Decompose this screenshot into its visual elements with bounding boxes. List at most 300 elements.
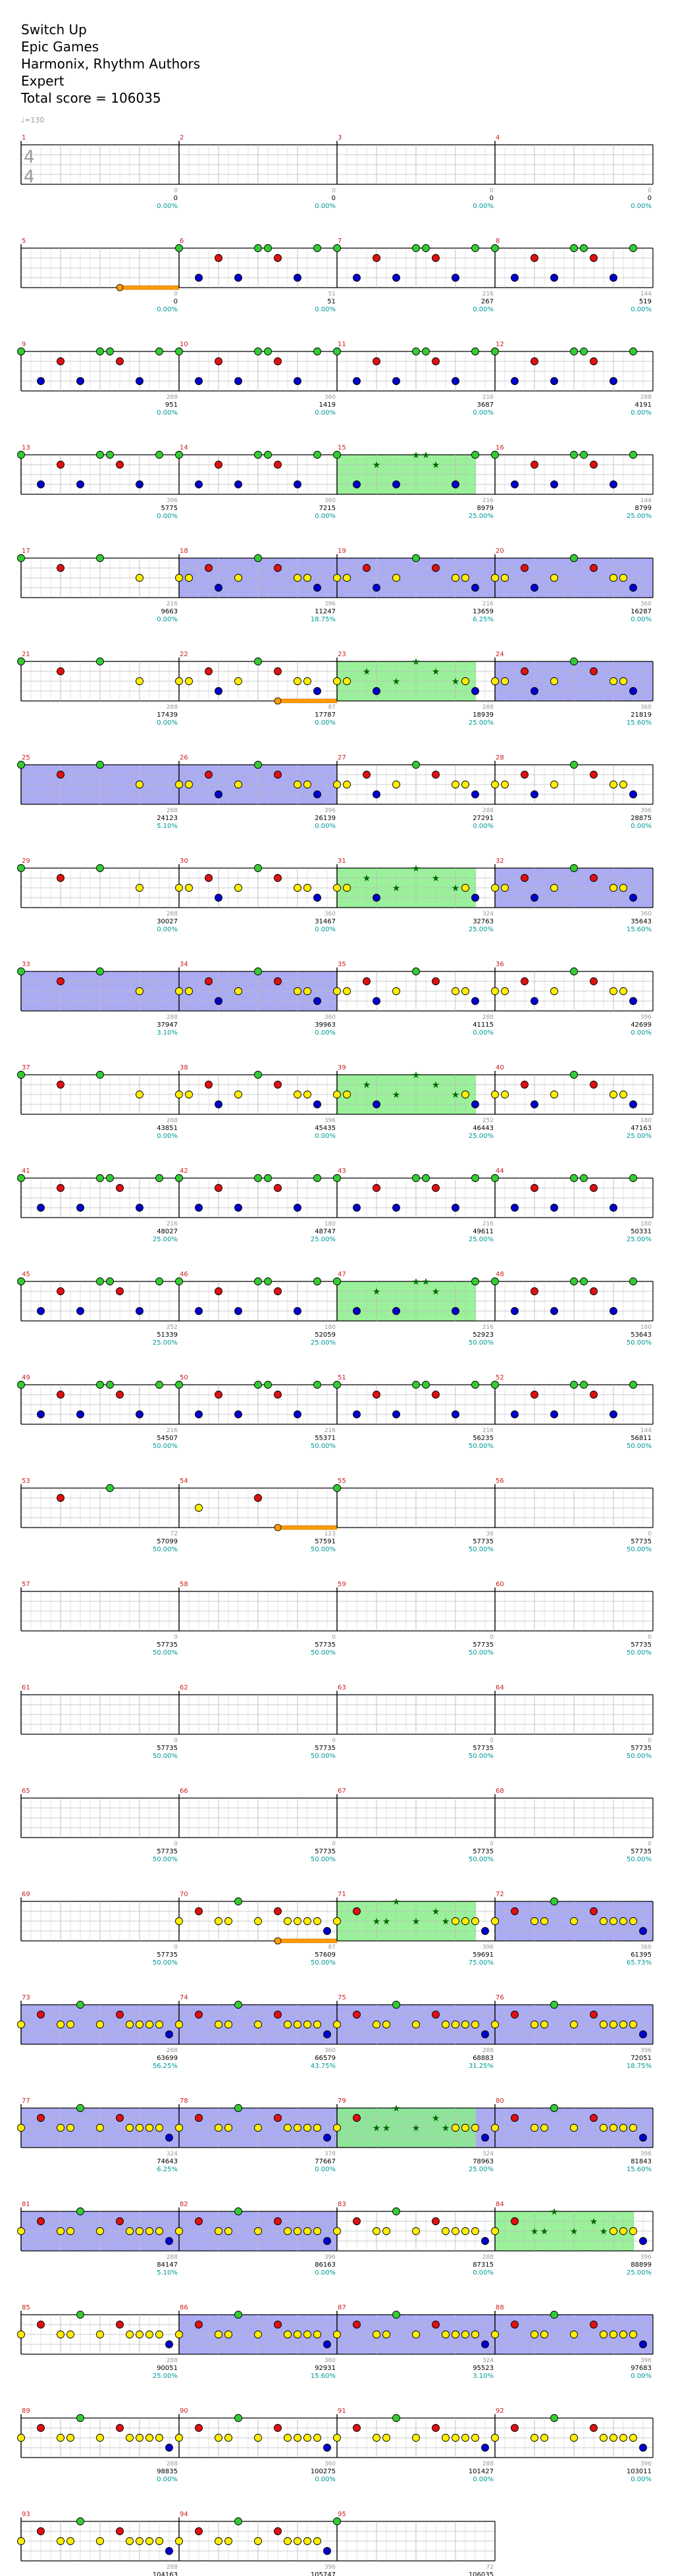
note-g	[77, 2311, 84, 2319]
note-y	[452, 2125, 459, 2132]
note-r	[57, 461, 65, 469]
measure-number: 42	[180, 1168, 188, 1175]
note-y	[255, 2331, 262, 2338]
note-g	[571, 555, 578, 562]
measure-score: 5775	[161, 505, 178, 512]
note-b	[294, 1308, 301, 1315]
note-b	[77, 378, 84, 385]
note-b	[373, 894, 380, 902]
note-b	[38, 1308, 45, 1315]
measure-percent: 0.00%	[315, 2269, 336, 2277]
note-y	[620, 988, 627, 995]
note-g	[176, 1175, 183, 1182]
measure-percent: 25.00%	[468, 926, 494, 933]
note-g	[235, 1898, 242, 1905]
measure-score: 63699	[157, 2055, 178, 2062]
measure-score: 74643	[157, 2158, 178, 2165]
measure-percent: 0.00%	[157, 1133, 178, 1140]
measure-subscore: 360	[324, 2357, 336, 2364]
note-y	[452, 781, 459, 788]
note-y	[502, 885, 509, 892]
measure-number: 92	[496, 2408, 504, 2415]
measure-score: 103011	[626, 2468, 652, 2475]
measure-score: 47163	[631, 1125, 652, 1132]
measure-number: 95	[338, 2511, 346, 2518]
note-r	[205, 668, 213, 675]
note-g	[472, 1381, 479, 1389]
measure-score: 28875	[631, 815, 652, 822]
note-r	[215, 461, 222, 469]
note-r	[117, 1288, 124, 1295]
note-y	[156, 2228, 163, 2235]
note-b	[195, 481, 203, 488]
note-y	[294, 2538, 301, 2545]
note-y	[136, 2434, 143, 2442]
note-y	[630, 2228, 637, 2235]
measure-number: 5	[22, 238, 26, 245]
note-r	[432, 2425, 440, 2432]
measure-score: 101427	[468, 2468, 494, 2475]
measure-subscore: 288	[482, 2254, 494, 2261]
measure-subscore: 360	[640, 1944, 652, 1951]
measure-subscore: 396	[324, 2564, 336, 2571]
measure-subscore: 288	[166, 1118, 178, 1124]
measure-percent: 50.00%	[310, 1856, 336, 1863]
overdrive-star-note: ★	[431, 460, 440, 471]
measure-score: 3687	[477, 401, 494, 409]
note-y	[215, 2021, 222, 2028]
measure-subscore: 396	[640, 2461, 652, 2467]
measure-score: 57609	[315, 1951, 336, 1959]
note-r	[274, 2218, 282, 2225]
note-y	[126, 2125, 134, 2132]
note-b	[314, 1101, 321, 1108]
note-g	[97, 658, 104, 665]
measure-percent: 50.00%	[468, 1856, 494, 1863]
measure-number: 48	[496, 1271, 504, 1278]
note-g	[492, 245, 499, 252]
note-y	[472, 2021, 479, 2028]
note-r	[195, 1908, 203, 1915]
note-y	[610, 885, 617, 892]
note-b	[235, 1411, 242, 1418]
measure-score: 87315	[473, 2261, 494, 2269]
measure-subscore: 72	[170, 1531, 178, 1537]
measure-percent: 56.25%	[152, 2063, 178, 2070]
note-r	[432, 2218, 440, 2225]
note-y	[18, 2538, 25, 2545]
measure-number: 33	[22, 961, 30, 968]
note-y	[136, 781, 143, 788]
note-y	[472, 1918, 479, 1925]
measure-score: 48747	[315, 1228, 336, 1235]
measure-score: 106035	[468, 2571, 494, 2576]
note-r	[205, 978, 213, 985]
measure-number: 25	[22, 754, 30, 761]
note-y	[502, 988, 509, 995]
note-y	[176, 2228, 183, 2235]
measure-number: 22	[180, 651, 188, 658]
note-r	[432, 1185, 440, 1192]
note-g	[255, 968, 262, 975]
note-r	[511, 2011, 519, 2019]
measure-score: 57735	[157, 1641, 178, 1649]
note-y	[344, 1091, 351, 1098]
note-g	[630, 451, 637, 459]
note-g	[334, 1485, 341, 1492]
measure-number: 8	[496, 238, 500, 245]
note-r	[117, 461, 124, 469]
measure-number: 36	[496, 961, 504, 968]
note-y	[571, 1918, 578, 1925]
measure-subscore: 180	[324, 1324, 336, 1331]
note-b	[640, 2134, 647, 2142]
note-r	[432, 2011, 440, 2019]
measure-number: 69	[22, 1891, 30, 1898]
note-r	[274, 1908, 282, 1915]
note-b	[136, 1308, 143, 1315]
note-y	[502, 678, 509, 685]
note-b	[482, 1928, 489, 1935]
measure-percent: 0.00%	[315, 719, 336, 727]
note-g	[235, 2518, 242, 2525]
note-r	[57, 1288, 65, 1295]
note-y	[126, 2331, 134, 2338]
measure-subscore: 396	[166, 498, 178, 504]
note-y	[255, 2125, 262, 2132]
note-r	[117, 1185, 124, 1192]
measure-percent: 0.00%	[631, 616, 652, 623]
note-b	[640, 1928, 647, 1935]
note-r	[590, 1288, 598, 1295]
measure-subscore: 216	[166, 1428, 178, 1434]
measure-subscore: 288	[166, 1014, 178, 1021]
note-y	[294, 1918, 301, 1925]
note-y	[225, 2538, 232, 2545]
time-signature-top: 4	[24, 147, 35, 167]
note-r	[38, 2011, 45, 2019]
note-y	[136, 2021, 143, 2028]
overdrive-star-note: ★	[411, 863, 421, 874]
note-b	[294, 1411, 301, 1418]
note-b	[166, 2548, 173, 2555]
note-y	[67, 2125, 74, 2132]
note-g	[97, 761, 104, 769]
note-y	[452, 2331, 459, 2338]
measure-percent: 15.60%	[626, 2166, 652, 2173]
measure-percent: 0.00%	[631, 203, 652, 210]
note-y	[492, 988, 499, 995]
measure-subscore: 0	[648, 1738, 652, 1744]
note-y	[462, 885, 469, 892]
note-y	[255, 1918, 262, 1925]
note-y	[462, 2331, 469, 2338]
note-y	[304, 678, 311, 685]
measure-number: 16	[496, 444, 504, 451]
measure-number: 49	[22, 1374, 30, 1381]
measure-number: 65	[22, 1788, 30, 1795]
measure-percent: 0.00%	[157, 719, 178, 727]
note-r	[38, 2321, 45, 2329]
measure-percent: 15.60%	[626, 926, 652, 933]
note-y	[225, 2228, 232, 2235]
measure-subscore: 0	[174, 1738, 178, 1744]
measure-score: 519	[638, 298, 652, 305]
note-g	[156, 451, 163, 459]
total-score: Total score = 106035	[21, 90, 161, 106]
measure-score: 21819	[631, 711, 652, 719]
note-b	[531, 998, 538, 1005]
note-y	[235, 1091, 242, 1098]
measure-score: 100275	[310, 2468, 336, 2475]
note-g	[18, 1071, 25, 1079]
note-g	[255, 1175, 262, 1182]
note-r	[353, 2218, 361, 2225]
measure-number: 40	[496, 1064, 504, 1071]
note-y	[304, 1091, 311, 1098]
measure-percent: 15.60%	[310, 2373, 336, 2380]
measure-score: 48027	[157, 1228, 178, 1235]
note-y	[620, 1918, 627, 1925]
note-y	[620, 575, 627, 582]
measure-percent: 0.00%	[473, 823, 494, 830]
note-b	[353, 274, 361, 282]
note-g	[314, 1278, 321, 1285]
measure-score: 57735	[631, 1745, 652, 1752]
note-r	[353, 2321, 361, 2329]
note-y	[610, 678, 617, 685]
note-y	[452, 1918, 459, 1925]
overdrive-star-note: ★	[431, 873, 440, 884]
note-r	[432, 565, 440, 572]
note-y	[18, 2434, 25, 2442]
note-r	[511, 2115, 519, 2122]
note-r	[590, 668, 598, 675]
measure-number: 38	[180, 1064, 188, 1071]
note-y	[18, 2125, 25, 2132]
overdrive-star-note: ★	[431, 1287, 440, 1297]
measure-percent: 50.00%	[468, 1649, 494, 1657]
measure-score: 59691	[473, 1951, 494, 1959]
note-b	[77, 1308, 84, 1315]
note-r	[117, 2321, 124, 2329]
note-g	[581, 1381, 588, 1389]
measure-number: 85	[22, 2304, 30, 2311]
note-g	[551, 2311, 558, 2319]
note-y	[610, 781, 617, 788]
note-g	[255, 1071, 262, 1079]
note-y	[67, 2434, 74, 2442]
note-y	[610, 2125, 617, 2132]
measure-subscore: 288	[166, 2357, 178, 2364]
measure-number: 1	[22, 134, 26, 142]
measure-percent: 50.00%	[152, 1443, 178, 1450]
note-b	[235, 1204, 242, 1212]
measure-score: 9663	[161, 608, 178, 615]
note-y	[531, 2125, 538, 2132]
measure-percent: 50.00%	[468, 1753, 494, 1760]
note-r	[521, 668, 529, 675]
overdrive-star-note: ★	[392, 883, 401, 894]
note-y	[413, 2331, 420, 2338]
note-b	[511, 1204, 519, 1212]
note-y	[620, 2228, 627, 2235]
measure-percent: 0.00%	[315, 2166, 336, 2173]
measure-number: 34	[180, 961, 188, 968]
note-y	[373, 2434, 380, 2442]
measure-percent: 31.25%	[468, 2063, 494, 2070]
measure-subscore: 216	[482, 394, 494, 401]
note-g	[571, 451, 578, 459]
note-b	[38, 1411, 45, 1418]
measure-number: 71	[338, 1891, 346, 1898]
note-g	[571, 1071, 578, 1079]
note-g	[18, 451, 25, 459]
measure-percent: 25.00%	[468, 2166, 494, 2173]
note-y	[393, 781, 400, 788]
note-y	[630, 2434, 637, 2442]
note-g	[97, 1071, 104, 1079]
tempo-marking: ♩=130	[21, 116, 45, 124]
measure-subscore: 360	[324, 2461, 336, 2467]
note-b	[353, 481, 361, 488]
note-y	[304, 885, 311, 892]
note-b	[531, 894, 538, 902]
measure-percent: 0.00%	[157, 926, 178, 933]
measure-subscore: 396	[324, 2254, 336, 2261]
note-r	[521, 978, 529, 985]
measure-score: 7215	[319, 505, 336, 512]
note-g	[97, 968, 104, 975]
note-b	[630, 894, 637, 902]
note-b	[531, 688, 538, 695]
measure-subscore: 396	[640, 2048, 652, 2054]
note-y	[551, 885, 558, 892]
note-y	[334, 678, 341, 685]
note-r	[38, 2115, 45, 2122]
note-y	[620, 885, 627, 892]
note-r	[373, 1185, 380, 1192]
measure-number: 87	[338, 2304, 346, 2311]
note-g	[551, 2001, 558, 2009]
note-y	[176, 678, 183, 685]
note-y	[67, 2538, 74, 2545]
measure-number: 79	[338, 2098, 346, 2105]
measure-number: 32	[496, 858, 504, 865]
measure-subscore: 0	[490, 188, 494, 194]
measure-number: 21	[22, 651, 30, 658]
measure-number: 14	[180, 444, 188, 451]
note-y	[176, 988, 183, 995]
measure-number: 63	[338, 1684, 346, 1691]
note-r	[195, 2011, 203, 2019]
note-g	[107, 1278, 114, 1285]
measure-score: 98835	[157, 2468, 178, 2475]
measure-score: 0	[489, 195, 494, 202]
note-y	[600, 2021, 608, 2028]
note-r	[590, 771, 598, 779]
note-g	[413, 1175, 420, 1182]
note-y	[492, 1091, 499, 1098]
measure-percent: 25.00%	[468, 1133, 494, 1140]
note-r	[521, 875, 529, 882]
measure-subscore: 216	[482, 1428, 494, 1434]
note-g	[97, 348, 104, 355]
measure-number: 18	[180, 548, 188, 555]
measure-subscore: 216	[482, 1324, 494, 1331]
note-b	[373, 1101, 380, 1108]
measure-percent: 0.00%	[157, 2476, 178, 2483]
note-y	[462, 2228, 469, 2235]
measure-score: 8979	[477, 505, 494, 512]
note-y	[304, 2331, 311, 2338]
note-g	[18, 865, 25, 872]
measure-number: 44	[496, 1168, 504, 1175]
note-r	[57, 358, 65, 365]
note-y	[176, 2125, 183, 2132]
note-g	[77, 2001, 84, 2009]
note-r	[274, 875, 282, 882]
note-b	[166, 2341, 173, 2348]
note-y	[304, 2021, 311, 2028]
note-g	[393, 2415, 400, 2422]
measure-number: 30	[180, 858, 188, 865]
note-r	[57, 1495, 65, 1502]
note-r	[511, 1908, 519, 1915]
measure-subscore: 378	[324, 2151, 336, 2157]
note-b	[393, 378, 400, 385]
measure-subscore: 324	[482, 2357, 494, 2364]
note-y	[67, 2331, 74, 2338]
note-g	[18, 555, 25, 562]
measure-number: 64	[496, 1684, 504, 1691]
note-y	[452, 2434, 459, 2442]
note-y	[541, 2331, 548, 2338]
note-r	[215, 255, 222, 262]
note-r	[531, 358, 538, 365]
note-y	[462, 575, 469, 582]
note-y	[176, 575, 183, 582]
measure-subscore: 288	[166, 2564, 178, 2571]
note-y	[462, 2021, 469, 2028]
note-y	[304, 781, 311, 788]
measure-number: 62	[180, 1684, 188, 1691]
note-y	[383, 2331, 390, 2338]
overdrive-star-note: ★	[421, 450, 430, 461]
measure-percent: 0.00%	[315, 306, 336, 313]
note-r	[38, 2528, 45, 2535]
note-y	[413, 2434, 420, 2442]
measure-percent: 0.00%	[631, 823, 652, 830]
note-b	[452, 274, 459, 282]
overdrive-star-note: ★	[411, 1277, 421, 1287]
note-b	[640, 2031, 647, 2038]
note-r	[274, 1081, 282, 1089]
measure-score: 56235	[473, 1435, 494, 1442]
note-g	[77, 2518, 84, 2525]
measure-percent: 25.00%	[468, 513, 494, 520]
note-r	[38, 2425, 45, 2432]
note-r	[57, 1185, 65, 1192]
sustain-bar	[278, 1526, 337, 1530]
measure-score: 57735	[631, 1641, 652, 1649]
measure-score: 51339	[157, 1331, 178, 1339]
measure-score: 13659	[473, 608, 494, 615]
note-b	[195, 1308, 203, 1315]
note-b	[610, 274, 617, 282]
measure-subscore: 360	[640, 601, 652, 607]
note-g	[255, 865, 262, 872]
